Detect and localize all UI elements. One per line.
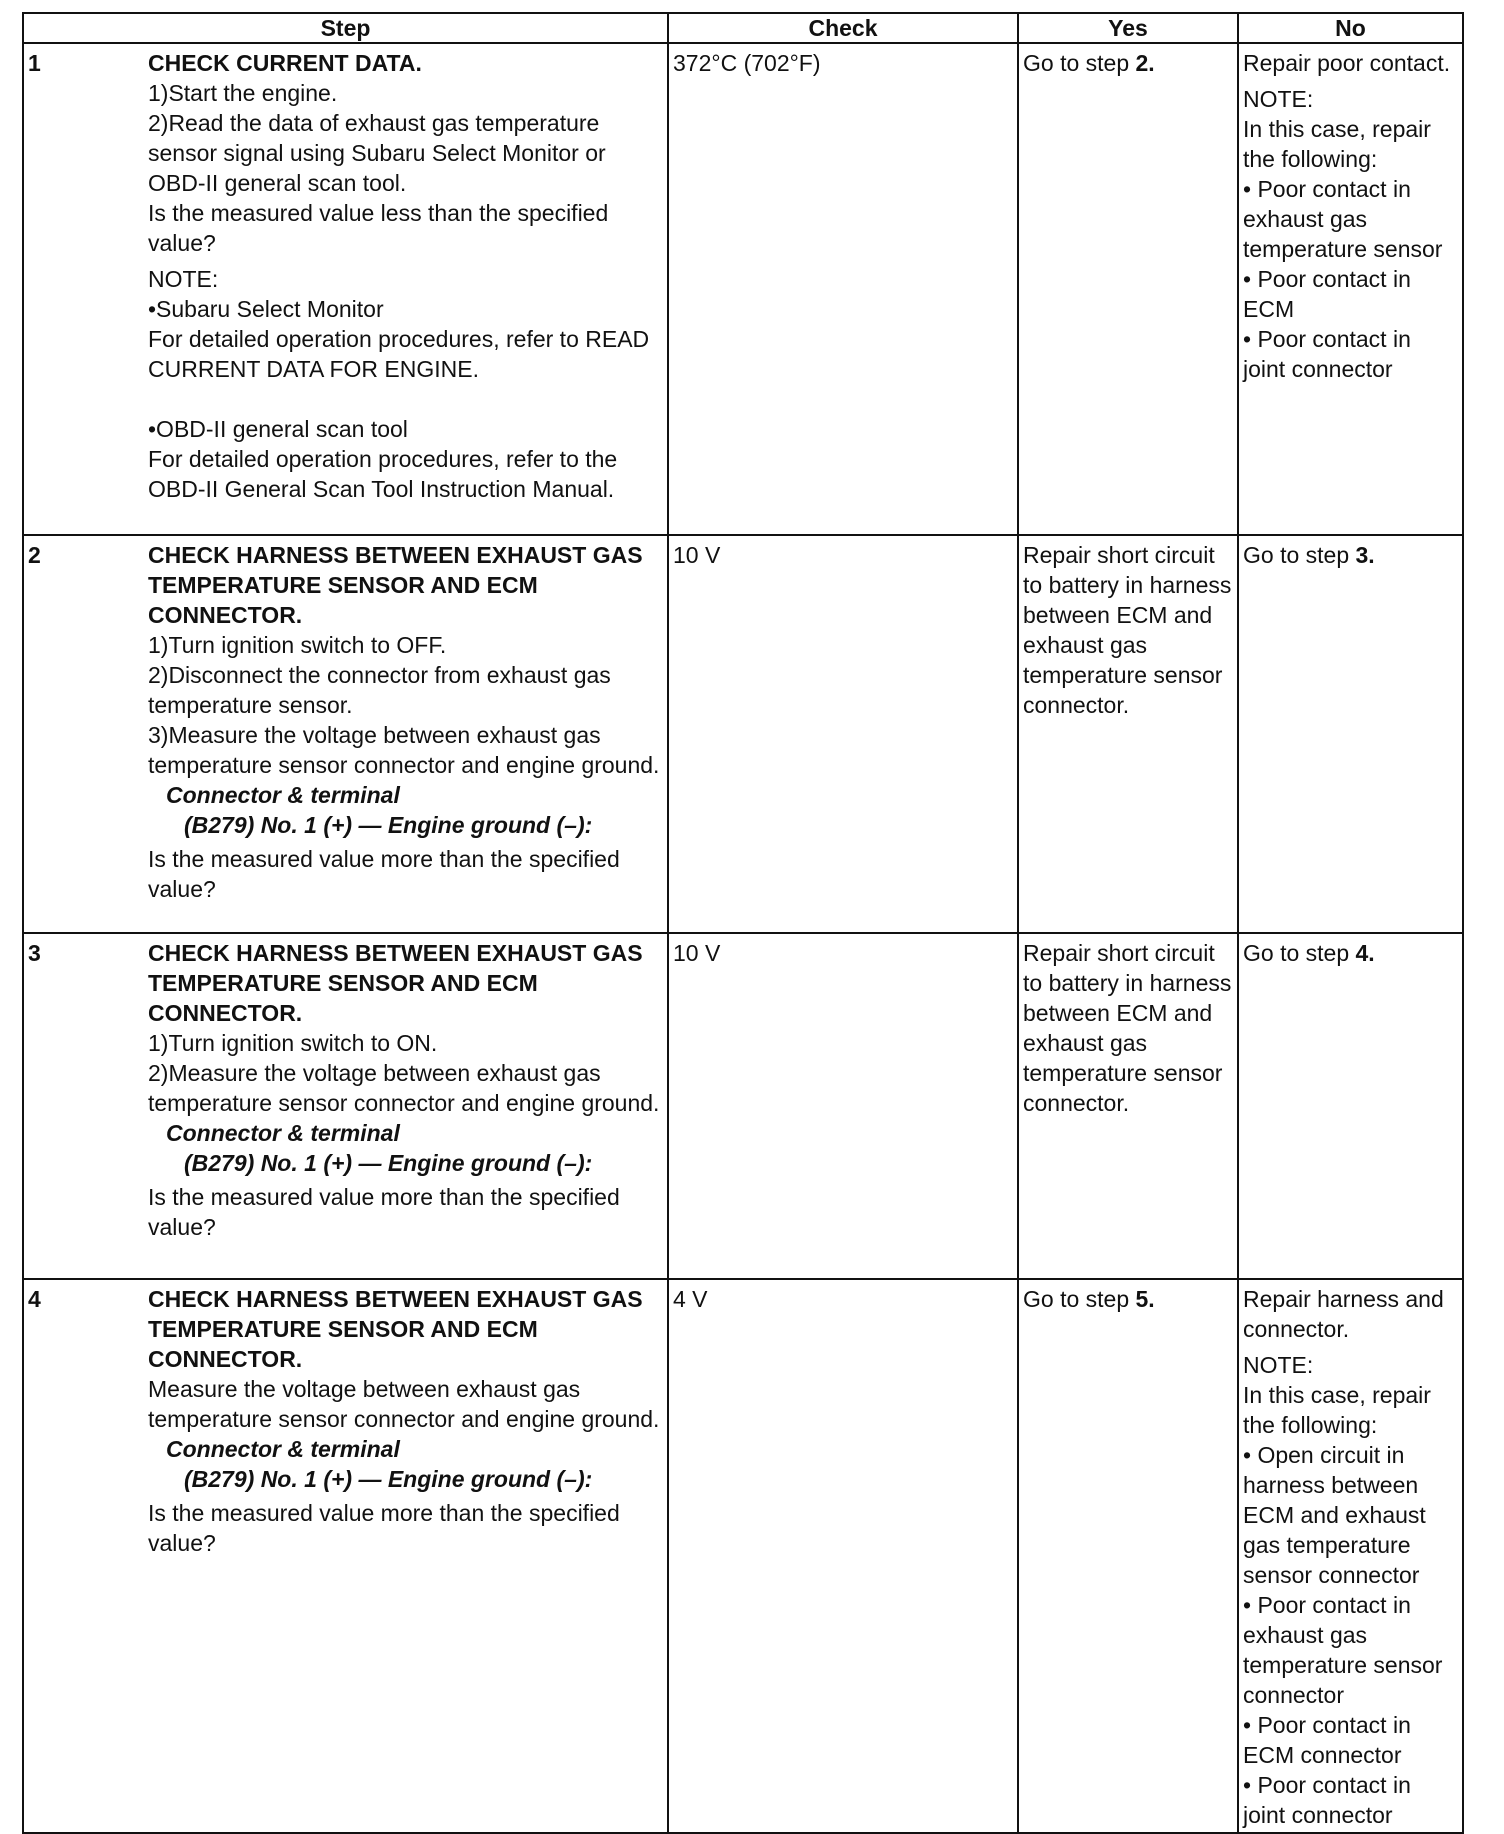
no-action: Repair harness and connector. [1243, 1286, 1444, 1342]
step-title: CHECK HARNESS BETWEEN EXHAUST GAS TEMPERATURE SENSOR AND ECM CONNECTOR. [148, 1286, 643, 1372]
diagnostic-table [22, 12, 1464, 1834]
no-bullet: • Poor contact in joint connector [1243, 326, 1411, 382]
step-question: Is the measured value less than the specified value? [148, 200, 609, 256]
no-text: Go to step [1243, 940, 1356, 966]
step-question: Is the measured value more than the specified value? [148, 1500, 620, 1556]
no-cell [1238, 535, 1463, 933]
no-note-heading: NOTE: [1243, 86, 1314, 112]
check-cell: 372°C (702°F) [668, 43, 1018, 535]
no-cell [1238, 933, 1463, 1279]
step-number: 2 [28, 542, 41, 568]
check-cell: 4 V [668, 1279, 1018, 1833]
no-step-ref: 3. [1355, 542, 1375, 568]
no-note-heading: NOTE: [1243, 1352, 1314, 1378]
note-line: For detailed operation procedures, refer to READ CURRENT DATA FOR ENGINE. [148, 326, 650, 382]
no-note-intro: In this case, repair the following: [1243, 1382, 1431, 1438]
step-instruction: 1)Start the engine. [148, 80, 338, 106]
step-instruction: Measure the voltage between exhaust gas temperature sensor connector and engine ground. [148, 1376, 660, 1432]
step-question: Is the measured value more than the specified value? [148, 846, 620, 902]
table-row-step-4 [23, 1279, 1463, 1833]
yes-text: Go to step [1023, 1286, 1136, 1312]
step-instruction: 3)Measure the voltage between exhaust gas temperature sensor connector and engine ground. [148, 722, 660, 778]
connector-spec: (B279) No. 1 (+) — Engine ground (–): [184, 1150, 593, 1176]
step-question: Is the measured value more than the specified value? [148, 1184, 620, 1240]
step-title: CHECK HARNESS BETWEEN EXHAUST GAS TEMPERATURE SENSOR AND ECM CONNECTOR. [148, 542, 643, 628]
connector-heading: Connector & terminal [166, 1436, 400, 1462]
connector-spec: (B279) No. 1 (+) — Engine ground (–): [184, 1466, 593, 1492]
yes-step-ref: 5. [1135, 1286, 1155, 1312]
step-title: CHECK HARNESS BETWEEN EXHAUST GAS TEMPERATURE SENSOR AND ECM CONNECTOR. [148, 940, 643, 1026]
step-instruction: 2)Disconnect the connector from exhaust gas temperature sensor. [148, 662, 611, 718]
yes-cell: Repair short circuit to battery in harness between ECM and exhaust gas temperature sensor connector. [1018, 535, 1238, 933]
check-cell: 10 V [668, 535, 1018, 933]
note-heading: NOTE: [148, 266, 219, 292]
step-number: 3 [28, 940, 41, 966]
no-bullet: • Open circuit in harness between ECM and exhaust gas temperature sensor connector [1243, 1442, 1426, 1588]
no-bullet: • Poor contact in ECM connector [1243, 1712, 1411, 1768]
step-instruction: 1)Turn ignition switch to OFF. [148, 632, 447, 658]
diagnostic-procedure-sheet [22, 12, 1462, 1828]
table-header-row [23, 13, 1463, 43]
header-no: No [1238, 13, 1463, 43]
connector-heading: Connector & terminal [166, 1120, 400, 1146]
table-row-step-3 [23, 933, 1463, 1279]
no-cell [1238, 43, 1463, 535]
connector-spec: (B279) No. 1 (+) — Engine ground (–): [184, 812, 593, 838]
note-line: •OBD-II general scan tool [148, 416, 408, 442]
step-cell [23, 43, 668, 535]
step-cell [23, 933, 668, 1279]
yes-cell [1018, 1279, 1238, 1833]
step-instruction: 2)Measure the voltage between exhaust gas temperature sensor connector and engine ground. [148, 1060, 660, 1116]
no-bullet: • Poor contact in exhaust gas temperature sensor connector [1243, 1592, 1443, 1708]
connector-heading: Connector & terminal [166, 782, 400, 808]
no-bullet: • Poor contact in ECM [1243, 266, 1411, 322]
table-row-step-1 [23, 43, 1463, 535]
no-text: Go to step [1243, 542, 1356, 568]
yes-cell: Repair short circuit to battery in harness between ECM and exhaust gas temperature sensor connector. [1018, 933, 1238, 1279]
step-cell [23, 1279, 668, 1833]
step-title: CHECK CURRENT DATA. [148, 50, 422, 76]
step-instruction: 1)Turn ignition switch to ON. [148, 1030, 438, 1056]
header-check: Check [668, 13, 1018, 43]
no-cell [1238, 1279, 1463, 1833]
step-number: 1 [28, 50, 41, 76]
yes-cell [1018, 43, 1238, 535]
no-bullet: • Poor contact in exhaust gas temperature sensor [1243, 176, 1443, 262]
yes-text: Go to step [1023, 50, 1136, 76]
no-step-ref: 4. [1355, 940, 1375, 966]
step-instruction: 2)Read the data of exhaust gas temperature sensor signal using Subaru Select Monitor or OBD-II general scan tool. [148, 110, 606, 196]
header-yes: Yes [1018, 13, 1238, 43]
step-cell [23, 535, 668, 933]
yes-step-ref: 2. [1135, 50, 1155, 76]
no-note-intro: In this case, repair the following: [1243, 116, 1431, 172]
step-number: 4 [28, 1286, 41, 1312]
table-row-step-2 [23, 535, 1463, 933]
note-line: •Subaru Select Monitor [148, 296, 384, 322]
header-step: Step [23, 13, 668, 43]
check-cell: 10 V [668, 933, 1018, 1279]
no-action: Repair poor contact. [1243, 50, 1451, 76]
no-bullet: • Poor contact in joint connector [1243, 1772, 1411, 1828]
note-line: For detailed operation procedures, refer to the OBD-II General Scan Tool Instruction Manual. [148, 446, 618, 502]
